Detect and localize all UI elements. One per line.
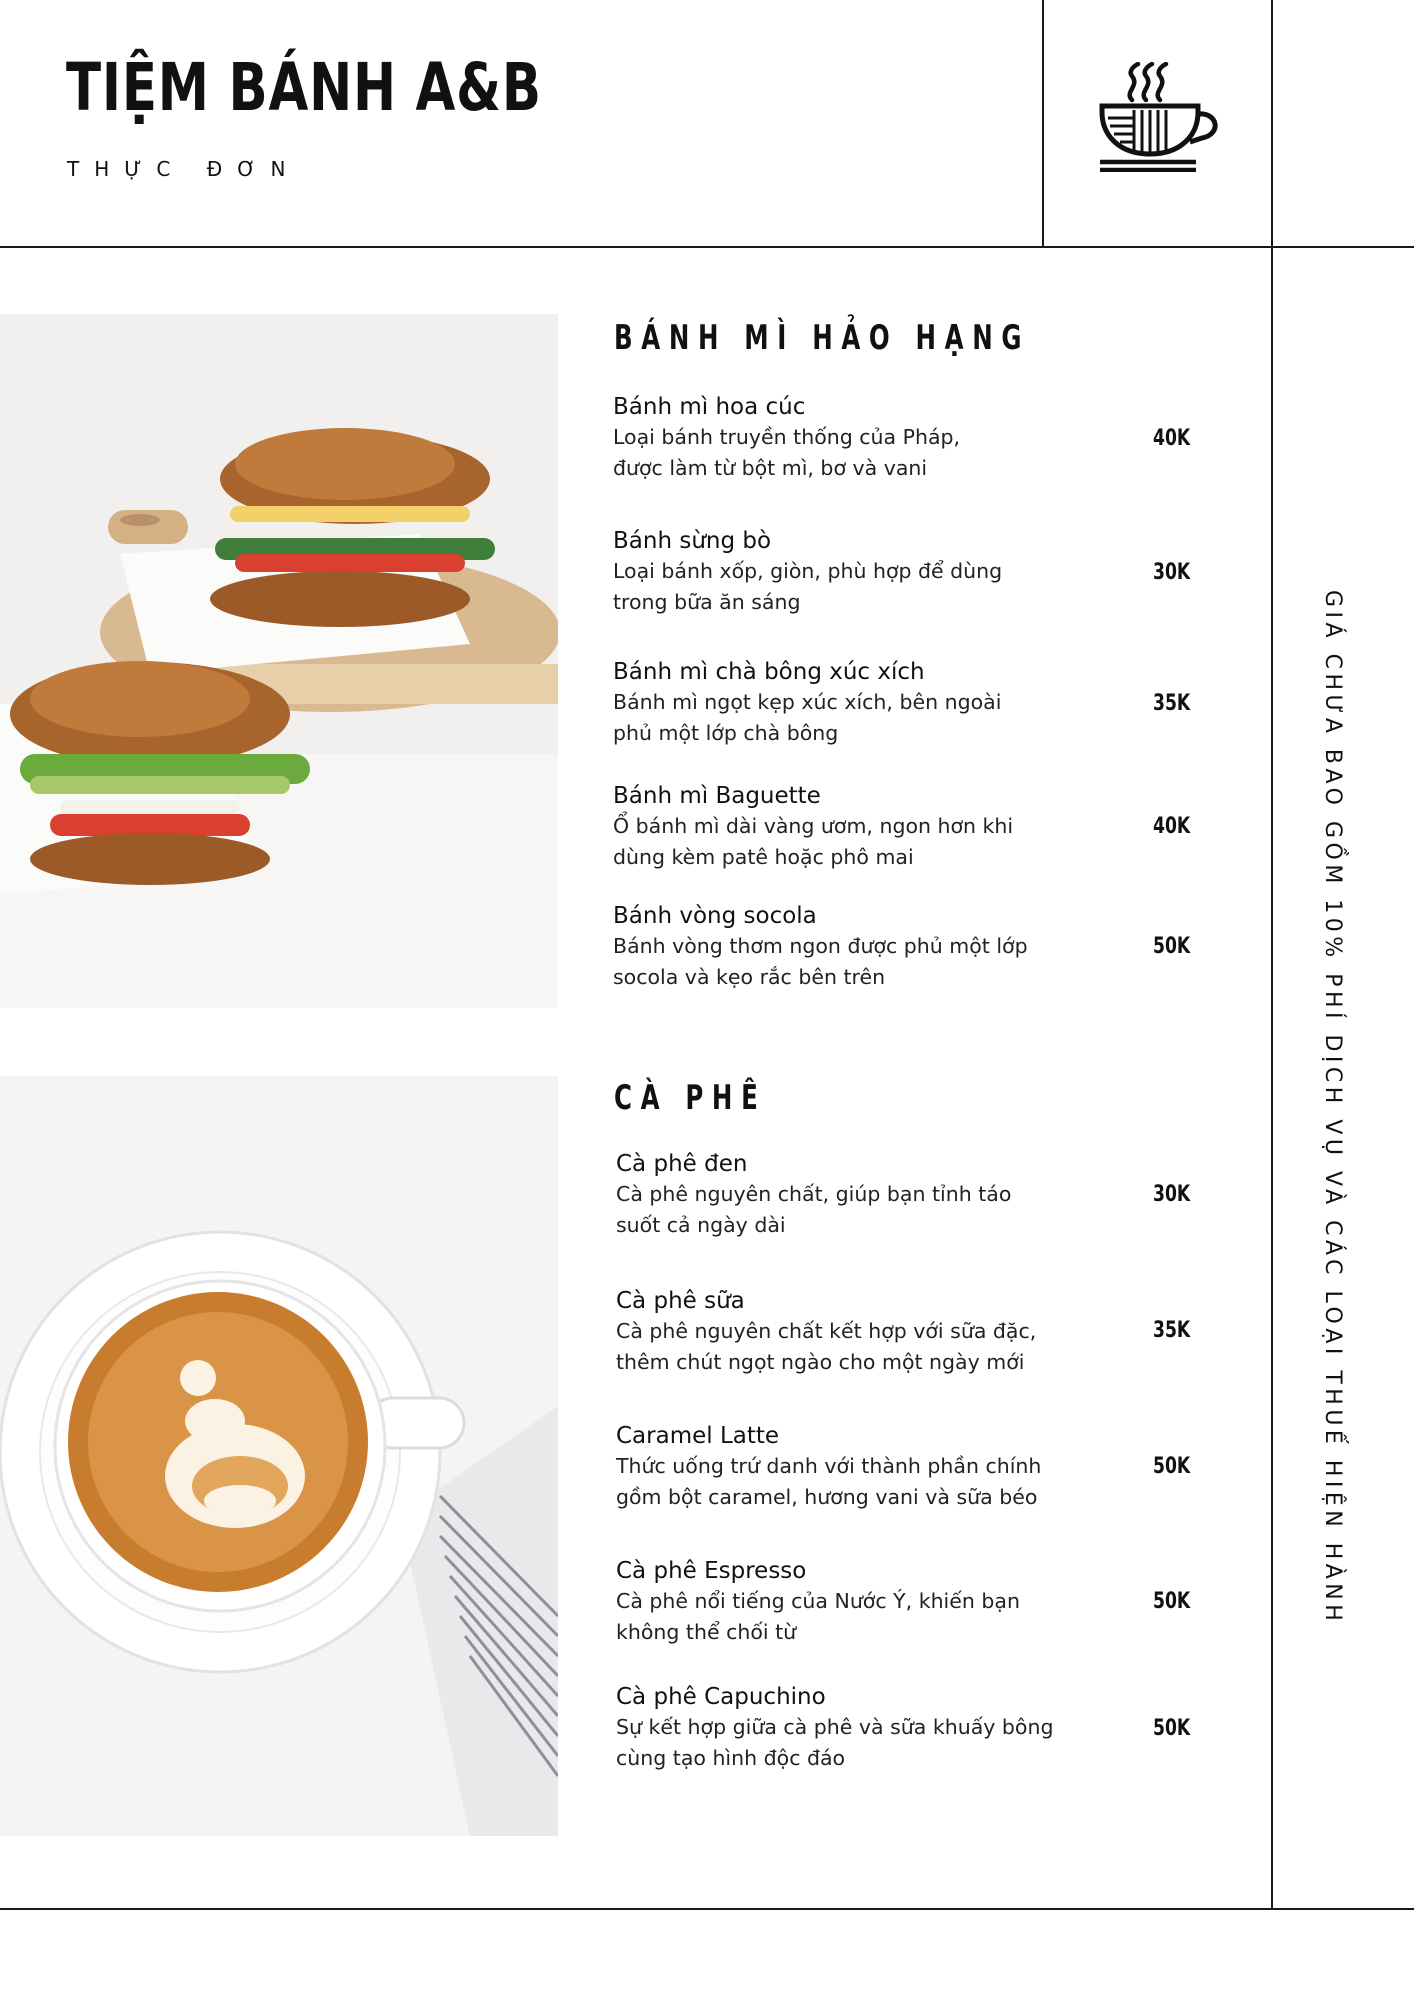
menu-item-name: Bánh mì Baguette <box>613 783 821 809</box>
menu-item-description: trong bữa ăn sáng <box>613 590 801 614</box>
menu-item-description: Cà phê nổi tiếng của Nước Ý, khiến bạn <box>616 1589 1020 1613</box>
menu-item-price: 30K <box>1153 1182 1191 1207</box>
menu-item-name: Bánh mì hoa cúc <box>613 394 806 420</box>
menu-item-price: 40K <box>1153 814 1191 839</box>
menu-item-price: 35K <box>1153 691 1191 716</box>
menu-item <box>613 781 1193 873</box>
menu-item-name: Cà phê Capuchino <box>616 1684 826 1710</box>
menu-item <box>613 526 1193 618</box>
menu-item <box>613 657 1193 749</box>
section-title-bread: BÁNH MÌ HẢO HẠNG <box>614 318 1031 358</box>
menu-item-price: 50K <box>1153 1716 1191 1741</box>
menu-item-price: 50K <box>1153 934 1191 959</box>
menu-item-price: 35K <box>1153 1318 1191 1343</box>
menu-item-name: Cà phê đen <box>616 1151 748 1177</box>
latte-art-photo <box>0 1076 558 1836</box>
menu-item-description: cùng tạo hình độc đáo <box>616 1746 846 1770</box>
section-title-coffee: CÀ PHÊ <box>614 1078 767 1118</box>
menu-item-description: thêm chút ngọt ngào cho một ngày mới <box>616 1350 1025 1374</box>
menu-item-description: Bánh vòng thơm ngon được phủ một lớp <box>613 934 1028 958</box>
menu-item <box>616 1682 1196 1774</box>
menu-item-price: 30K <box>1153 560 1191 585</box>
menu-item-name: Bánh mì chà bông xúc xích <box>613 659 925 685</box>
header-logo-divider <box>1042 0 1044 246</box>
menu-item-price: 40K <box>1153 426 1191 451</box>
menu-item-description: không thể chối từ <box>616 1620 797 1644</box>
menu-item-description: Sự kết hợp giữa cà phê và sữa khuấy bông <box>616 1715 1054 1739</box>
menu-item <box>616 1286 1196 1378</box>
menu-item-name: Bánh vòng socola <box>613 903 817 929</box>
menu-item-description: Cà phê nguyên chất kết hợp với sữa đặc, <box>616 1319 1037 1343</box>
menu-item <box>616 1149 1196 1241</box>
menu-item-description: được làm từ bột mì, bơ và vani <box>613 456 928 480</box>
menu-item-description: Loại bánh truyền thống của Pháp, <box>613 425 961 449</box>
menu-item-description: socola và kẹo rắc bên trên <box>613 965 886 989</box>
right-column-divider <box>1271 0 1273 1910</box>
menu-item-name: Cà phê sữa <box>616 1288 745 1314</box>
header-divider <box>0 246 1414 248</box>
menu-item-description: suốt cả ngày dài <box>616 1213 786 1237</box>
menu-item <box>616 1421 1196 1513</box>
menu-item-name: Cà phê Espresso <box>616 1558 807 1584</box>
menu-item <box>616 1556 1196 1648</box>
footer-divider <box>0 1908 1414 1910</box>
price-disclaimer: GIÁ CHƯA BAO GỒM 10% PHÍ DỊCH VỤ VÀ CÁC LOẠI THUẾ HIỆN HÀNH <box>1320 590 1345 1626</box>
menu-item-description: Cà phê nguyên chất, giúp bạn tỉnh táo <box>616 1182 1012 1206</box>
shop-name: TIỆM BÁNH A&B <box>66 49 542 126</box>
menu-item-price: 50K <box>1153 1454 1191 1479</box>
menu-item-name: Bánh sừng bò <box>613 528 772 554</box>
menu-item-description: phủ một lớp chà bông <box>613 721 839 745</box>
menu-item-description: Loại bánh xốp, giòn, phù hợp để dùng <box>613 559 1003 583</box>
menu-item-price: 50K <box>1153 1589 1191 1614</box>
croissant-sandwich-photo <box>0 314 558 1008</box>
coffee-cup-icon <box>1094 62 1222 172</box>
menu-item-description: gồm bột caramel, hương vani và sữa béo <box>616 1485 1038 1509</box>
menu-item <box>613 392 1193 484</box>
menu-item-description: Bánh mì ngọt kẹp xúc xích, bên ngoài <box>613 690 1002 714</box>
menu-item <box>613 901 1193 993</box>
menu-item-description: dùng kèm patê hoặc phô mai <box>613 845 914 869</box>
menu-item-description: Thức uống trứ danh với thành phần chính <box>616 1454 1042 1478</box>
menu-item-description: Ổ bánh mì dài vàng ươm, ngon hơn khi <box>613 814 1014 838</box>
menu-item-name: Caramel Latte <box>616 1423 780 1449</box>
menu-subtitle: THỰC ĐƠN <box>67 157 301 181</box>
